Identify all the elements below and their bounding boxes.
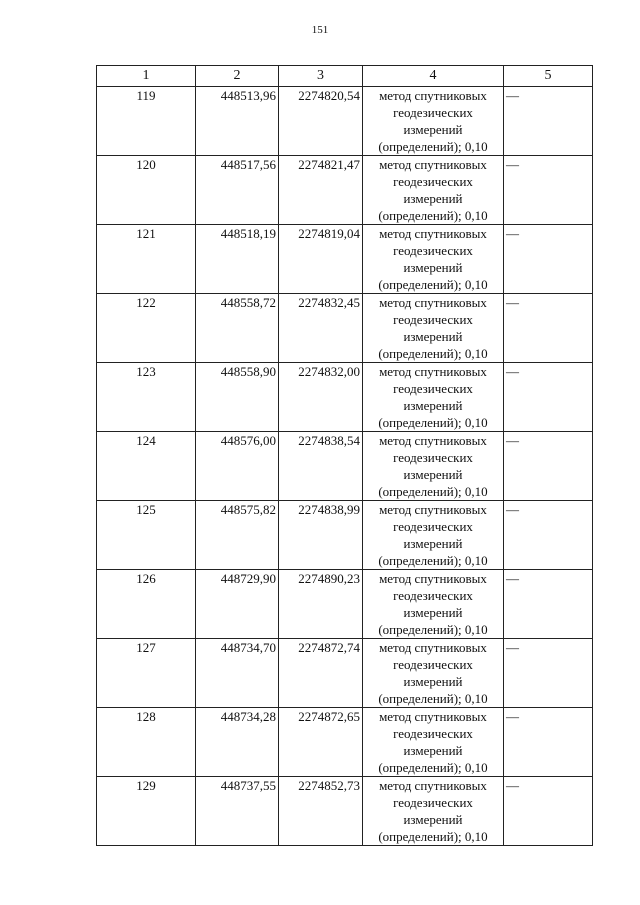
- coordinate-y: 2274819,04: [279, 225, 363, 294]
- method-accuracy: метод спутниковых геодезических измерений (определений); 0,10: [363, 363, 504, 432]
- column-5-value: —: [504, 87, 593, 156]
- column-5-value: —: [504, 777, 593, 846]
- point-number: 126: [97, 570, 196, 639]
- table-row: [97, 294, 593, 363]
- coordinate-y: 2274872,65: [279, 708, 363, 777]
- method-accuracy: метод спутниковых геодезических измерений (определений); 0,10: [363, 501, 504, 570]
- coordinate-x: 448734,70: [196, 639, 279, 708]
- point-number: 125: [97, 501, 196, 570]
- table-row: [97, 156, 593, 225]
- column-header-1: 1: [97, 66, 196, 87]
- coordinate-y: 2274872,74: [279, 639, 363, 708]
- coordinate-x: 448513,96: [196, 87, 279, 156]
- coordinates-table: [96, 65, 593, 846]
- coordinate-y: 2274838,54: [279, 432, 363, 501]
- method-accuracy: метод спутниковых геодезических измерений (определений); 0,10: [363, 156, 504, 225]
- coordinate-y: 2274852,73: [279, 777, 363, 846]
- column-5-value: —: [504, 156, 593, 225]
- method-accuracy: метод спутниковых геодезических измерений (определений); 0,10: [363, 294, 504, 363]
- coordinate-x: 448575,82: [196, 501, 279, 570]
- column-5-value: —: [504, 570, 593, 639]
- coordinate-y: 2274832,00: [279, 363, 363, 432]
- header-row: [97, 66, 593, 87]
- coordinate-x: 448518,19: [196, 225, 279, 294]
- column-header-5: 5: [504, 66, 593, 87]
- column-header-2: 2: [196, 66, 279, 87]
- point-number: 123: [97, 363, 196, 432]
- point-number: 122: [97, 294, 196, 363]
- coordinate-x: 448558,72: [196, 294, 279, 363]
- method-accuracy: метод спутниковых геодезических измерений (определений); 0,10: [363, 570, 504, 639]
- coordinate-y: 2274821,47: [279, 156, 363, 225]
- table-row: [97, 363, 593, 432]
- coordinate-x: 448517,56: [196, 156, 279, 225]
- coordinate-x: 448576,00: [196, 432, 279, 501]
- coordinate-y: 2274820,54: [279, 87, 363, 156]
- point-number: 119: [97, 87, 196, 156]
- column-5-value: —: [504, 363, 593, 432]
- table-row: [97, 225, 593, 294]
- column-5-value: —: [504, 708, 593, 777]
- coordinate-y: 2274838,99: [279, 501, 363, 570]
- table-body: [97, 87, 593, 846]
- coordinate-y: 2274890,23: [279, 570, 363, 639]
- method-accuracy: метод спутниковых геодезических измерений (определений); 0,10: [363, 777, 504, 846]
- coordinate-x: 448734,28: [196, 708, 279, 777]
- column-5-value: —: [504, 432, 593, 501]
- method-accuracy: метод спутниковых геодезических измерений (определений); 0,10: [363, 639, 504, 708]
- coordinate-y: 2274832,45: [279, 294, 363, 363]
- point-number: 120: [97, 156, 196, 225]
- column-5-value: —: [504, 294, 593, 363]
- coordinate-x: 448737,55: [196, 777, 279, 846]
- column-5-value: —: [504, 639, 593, 708]
- table-row: [97, 432, 593, 501]
- table-row: [97, 501, 593, 570]
- method-accuracy: метод спутниковых геодезических измерений (определений); 0,10: [363, 432, 504, 501]
- method-accuracy: метод спутниковых геодезических измерений (определений); 0,10: [363, 225, 504, 294]
- column-5-value: —: [504, 225, 593, 294]
- table-header: [97, 66, 593, 87]
- point-number: 128: [97, 708, 196, 777]
- coordinate-x: 448729,90: [196, 570, 279, 639]
- column-5-value: —: [504, 501, 593, 570]
- point-number: 127: [97, 639, 196, 708]
- table-row: [97, 570, 593, 639]
- method-accuracy: метод спутниковых геодезических измерений (определений); 0,10: [363, 708, 504, 777]
- table-row: [97, 639, 593, 708]
- point-number: 124: [97, 432, 196, 501]
- method-accuracy: метод спутниковых геодезических измерений (определений); 0,10: [363, 87, 504, 156]
- column-header-3: 3: [279, 66, 363, 87]
- table-row: [97, 777, 593, 846]
- column-header-4: 4: [363, 66, 504, 87]
- table-row: [97, 87, 593, 156]
- table-row: [97, 708, 593, 777]
- coordinate-x: 448558,90: [196, 363, 279, 432]
- point-number: 121: [97, 225, 196, 294]
- page-number: 151: [311, 24, 329, 36]
- point-number: 129: [97, 777, 196, 846]
